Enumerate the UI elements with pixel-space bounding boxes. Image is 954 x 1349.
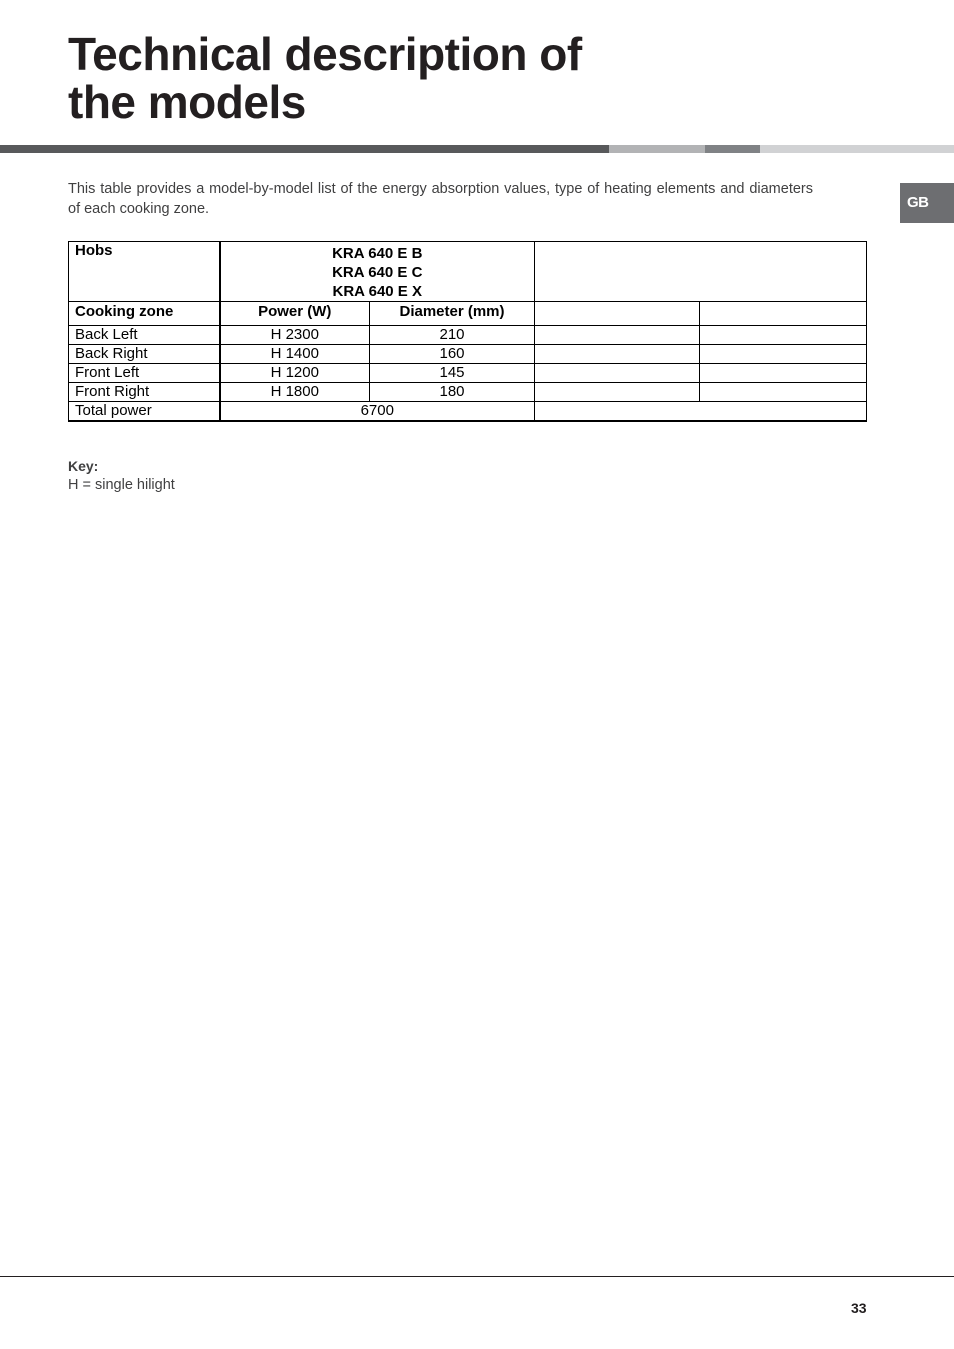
intro-paragraph: This table provides a model-by-model list of the energy absorption values, type of heating elements and diameters of each cooking zone. [68, 181, 813, 217]
total-row [69, 402, 867, 422]
model-name: KRA 640 E B [332, 245, 423, 262]
table-row [69, 345, 867, 364]
table-header-row [69, 242, 867, 302]
empty-cell [700, 326, 867, 345]
total-label: Total power [69, 402, 220, 422]
diameter-cell: 210 [370, 326, 535, 345]
key-title: Key: [68, 458, 99, 474]
zone-cell: Front Right [69, 383, 220, 402]
power-cell: H 1200 [220, 364, 370, 383]
power-header: Power (W) [220, 302, 370, 326]
page-title-line-2: the models [68, 76, 306, 128]
diameter-cell: 180 [370, 383, 535, 402]
key-text: H = single hilight [68, 477, 175, 493]
language-tab: GB [900, 183, 954, 223]
zone-cell: Back Right [69, 345, 220, 364]
table-subheader-row [69, 302, 867, 326]
total-value: 6700 [220, 402, 535, 422]
model-names-cell [220, 242, 535, 302]
header-rule-light [609, 145, 705, 153]
footer-rule [0, 1276, 954, 1277]
table-row [69, 364, 867, 383]
empty-cell [700, 364, 867, 383]
zone-cell: Back Left [69, 326, 220, 345]
model-name: KRA 640 E C [332, 264, 423, 281]
empty-cell [535, 302, 700, 326]
header-rule-pale [760, 145, 954, 153]
power-cell: H 2300 [220, 326, 370, 345]
empty-cell [535, 345, 700, 364]
page-title-line-1: Technical description of [68, 28, 582, 80]
diameter-header: Diameter (mm) [370, 302, 535, 326]
empty-cell [535, 402, 867, 422]
diameter-cell: 160 [370, 345, 535, 364]
empty-cell [535, 242, 867, 302]
table-row [69, 383, 867, 402]
power-cell: H 1800 [220, 383, 370, 402]
page-title [68, 30, 582, 126]
zone-cell: Front Left [69, 364, 220, 383]
page-number: 33 [851, 1300, 867, 1316]
empty-cell [700, 383, 867, 402]
header-rule-dark [0, 145, 609, 153]
table-row [69, 326, 867, 345]
power-cell: H 1400 [220, 345, 370, 364]
hobs-label: Hobs [69, 242, 220, 302]
cooking-zone-header: Cooking zone [69, 302, 220, 326]
header-rule-mid [705, 145, 760, 153]
empty-cell [535, 326, 700, 345]
diameter-cell: 145 [370, 364, 535, 383]
model-name: KRA 640 E X [332, 283, 422, 300]
empty-cell [700, 345, 867, 364]
empty-cell [700, 302, 867, 326]
empty-cell [535, 383, 700, 402]
empty-cell [535, 364, 700, 383]
models-table [68, 241, 867, 422]
